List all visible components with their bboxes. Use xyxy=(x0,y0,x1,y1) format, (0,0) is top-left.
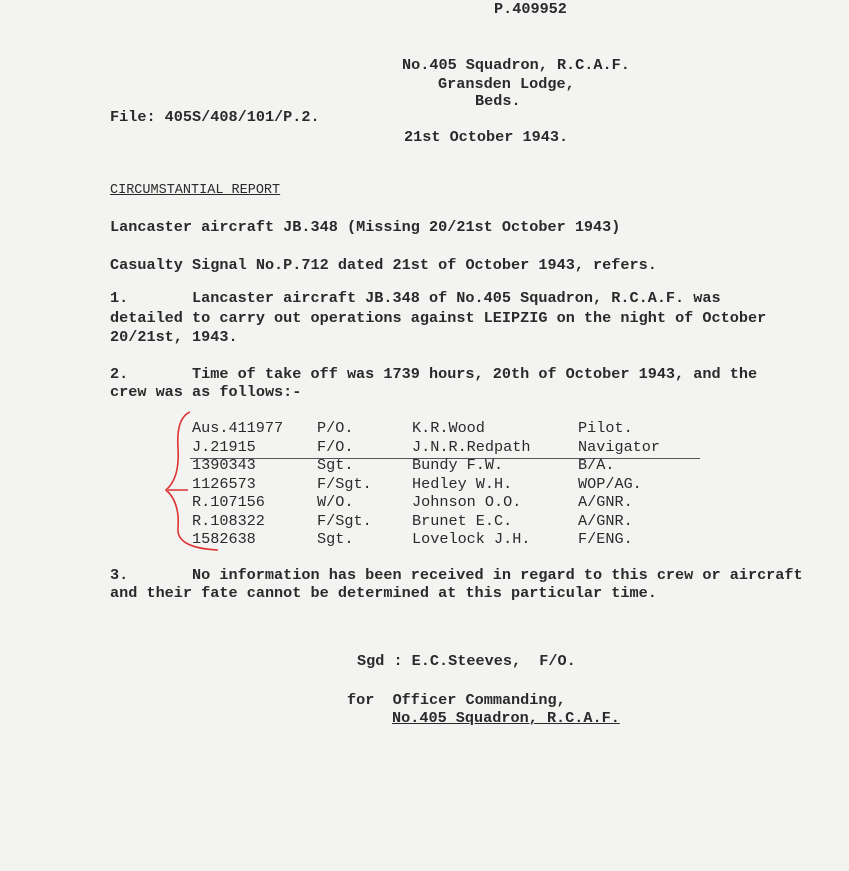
letterhead-county: Beds. xyxy=(475,92,521,110)
service-number: 1582638 xyxy=(192,530,256,548)
crew-name: Brunet E.C. xyxy=(412,512,513,530)
para3-line: and their fate cannot be determined at this particular time. xyxy=(110,584,657,602)
subject-line: Lancaster aircraft JB.348 (Missing 20/21st October 1943) xyxy=(110,218,621,236)
crew-role: A/GNR. xyxy=(578,493,633,511)
rank: F/Sgt. xyxy=(317,512,372,530)
crew-role: Pilot. xyxy=(578,419,633,437)
para1-line: Lancaster aircraft JB.348 of No.405 Squadron, R.C.A.F. was xyxy=(192,289,721,307)
para1-line: 20/21st, 1943. xyxy=(110,328,238,346)
rank: F/O. xyxy=(317,438,354,456)
crew-role: A/GNR. xyxy=(578,512,633,530)
report-title: CIRCUMSTANTIAL REPORT xyxy=(110,183,281,198)
service-number: 1390343 xyxy=(192,456,256,474)
letterhead-unit: No.405 Squadron, R.C.A.F. xyxy=(402,56,630,74)
service-number: R.108322 xyxy=(192,512,265,530)
signature-unit: No.405 Squadron, R.C.A.F. xyxy=(392,709,620,727)
para1-line: detailed to carry out operations against LEIPZIG on the night of October xyxy=(110,309,767,327)
crew-name: Hedley W.H. xyxy=(412,475,513,493)
service-number: 1126573 xyxy=(192,475,256,493)
rank: Sgt. xyxy=(317,530,354,548)
service-number: R.107156 xyxy=(192,493,265,511)
crew-role: WOP/AG. xyxy=(578,475,642,493)
para3-number: 3. xyxy=(110,566,129,584)
crew-name: Johnson O.O. xyxy=(412,493,522,511)
crew-name: Lovelock J.H. xyxy=(412,530,531,548)
crew-name: J.N.R.Redpath xyxy=(412,438,531,456)
rank: P/O. xyxy=(317,419,354,437)
reference-line: Casualty Signal No.P.712 dated 21st of October 1943, refers. xyxy=(110,256,657,274)
para2-line: Time of take off was 1739 hours, 20th of October 1943, and the xyxy=(192,365,758,383)
crew-role: B/A. xyxy=(578,456,615,474)
crew-name: K.R.Wood xyxy=(412,419,485,437)
service-number: J.21915 xyxy=(192,438,256,456)
document-date: 21st October 1943. xyxy=(404,128,569,146)
signature-line: Sgd : E.C.Steeves, F/O. xyxy=(357,652,576,670)
rank: F/Sgt. xyxy=(317,475,372,493)
crew-role: Navigator xyxy=(578,438,661,456)
service-number: Aus.411977 xyxy=(192,419,284,437)
para1-number: 1. xyxy=(110,289,129,307)
document-reference: P.409952 xyxy=(494,0,567,18)
rank: W/O. xyxy=(317,493,354,511)
para3-line: No information has been received in regard to this crew or aircraft xyxy=(192,566,803,584)
file-reference: File: 405S/408/101/P.2. xyxy=(110,108,320,126)
crew-name: Bundy F.W. xyxy=(412,456,504,474)
rank: Sgt. xyxy=(317,456,354,474)
para2-number: 2. xyxy=(110,365,129,383)
letterhead-station: Gransden Lodge, xyxy=(438,75,575,93)
para2-line: crew was as follows:- xyxy=(110,383,302,401)
for-officer-commanding: for Officer Commanding, xyxy=(347,691,566,709)
crew-role: F/ENG. xyxy=(578,530,633,548)
